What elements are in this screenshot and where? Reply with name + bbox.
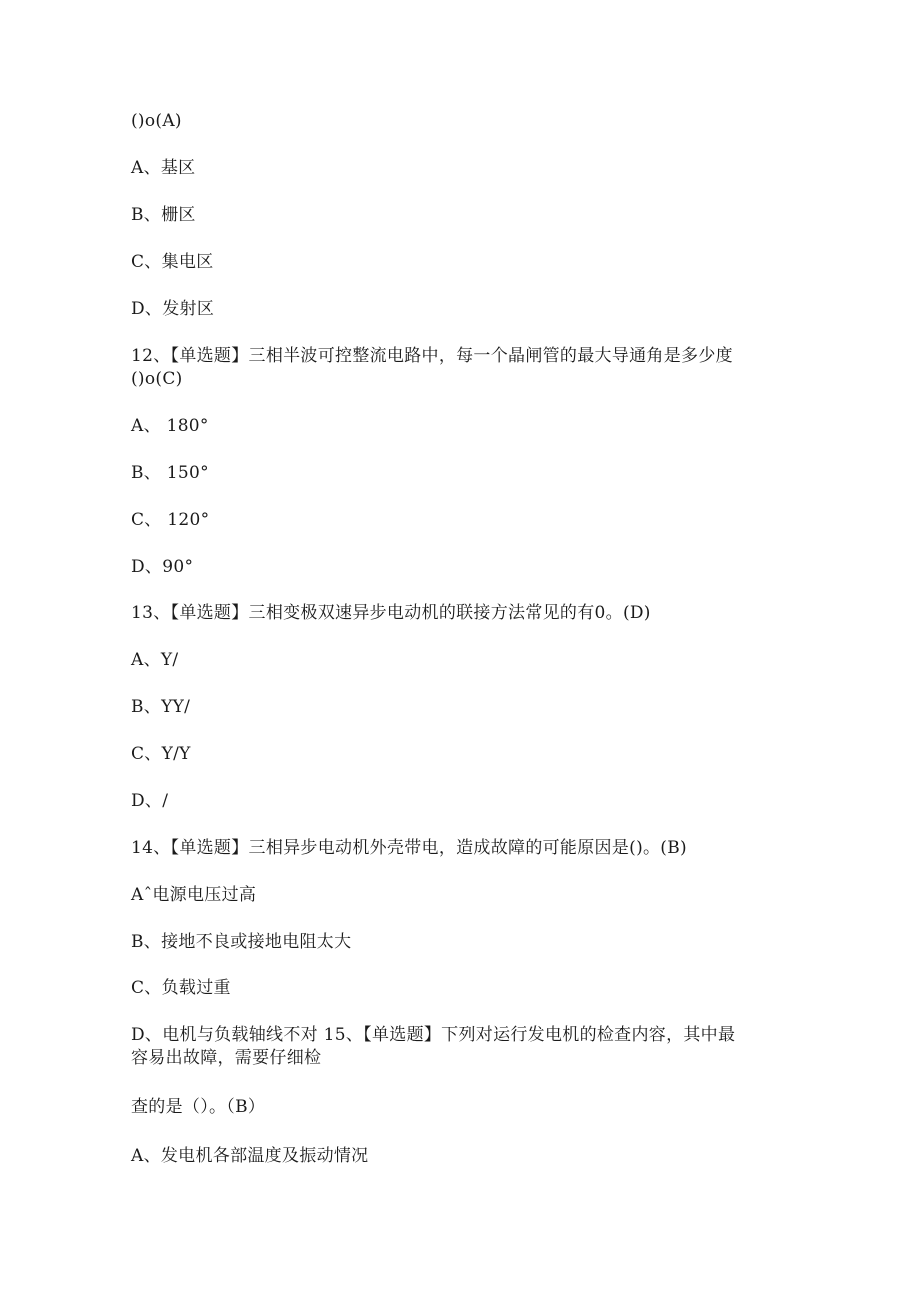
q11-option-b: B、栅区 <box>131 205 196 225</box>
q11-option-d: D、发射区 <box>131 299 215 319</box>
q12-option-a: A、 180° <box>131 416 209 436</box>
q12-option-b: B、 150° <box>131 463 209 483</box>
q13-option-a: A、Y/ <box>131 650 179 670</box>
q12-option-d: D、90° <box>131 557 194 577</box>
q15-option-a: A、发电机各部温度及振动情况 <box>131 1146 369 1166</box>
q14-option-c: C、负载过重 <box>131 978 231 998</box>
q11-option-c: C、集电区 <box>131 252 214 272</box>
q11-option-a: A、基区 <box>131 158 196 178</box>
q14-option-b: B、接地不良或接地电阻太大 <box>131 932 352 952</box>
q13-option-c: C、Y/Y <box>131 744 191 764</box>
q12-answer-line: ()o(C) <box>131 369 183 389</box>
q14-option-a: Aˆ电源电压过高 <box>131 885 257 905</box>
q13-option-b: B、YY/ <box>131 697 191 717</box>
q12-option-c: C、 120° <box>131 510 210 530</box>
q15-question-cont: 容易出故障，需要仔细检 <box>131 1048 322 1068</box>
q12-question: 12、【单选题】三相半波可控整流电路中，每一个晶闸管的最大导通角是多少度 <box>131 346 733 366</box>
q14-question: 14、【单选题】三相异步电动机外壳带电，造成故障的可能原因是()。(B) <box>131 838 687 858</box>
q15-answer-line: 查的是（）。（B） <box>131 1097 266 1117</box>
q11-answer-line: ()o(A) <box>131 111 182 131</box>
q14-option-d-q15-question: D、电机与负载轴线不对 15、【单选题】下列对运行发电机的检查内容，其中最 <box>131 1025 736 1045</box>
q13-question: 13、【单选题】三相变极双速异步电动机的联接方法常见的有0。(D) <box>131 603 651 623</box>
q13-option-d: D、/ <box>131 791 169 811</box>
